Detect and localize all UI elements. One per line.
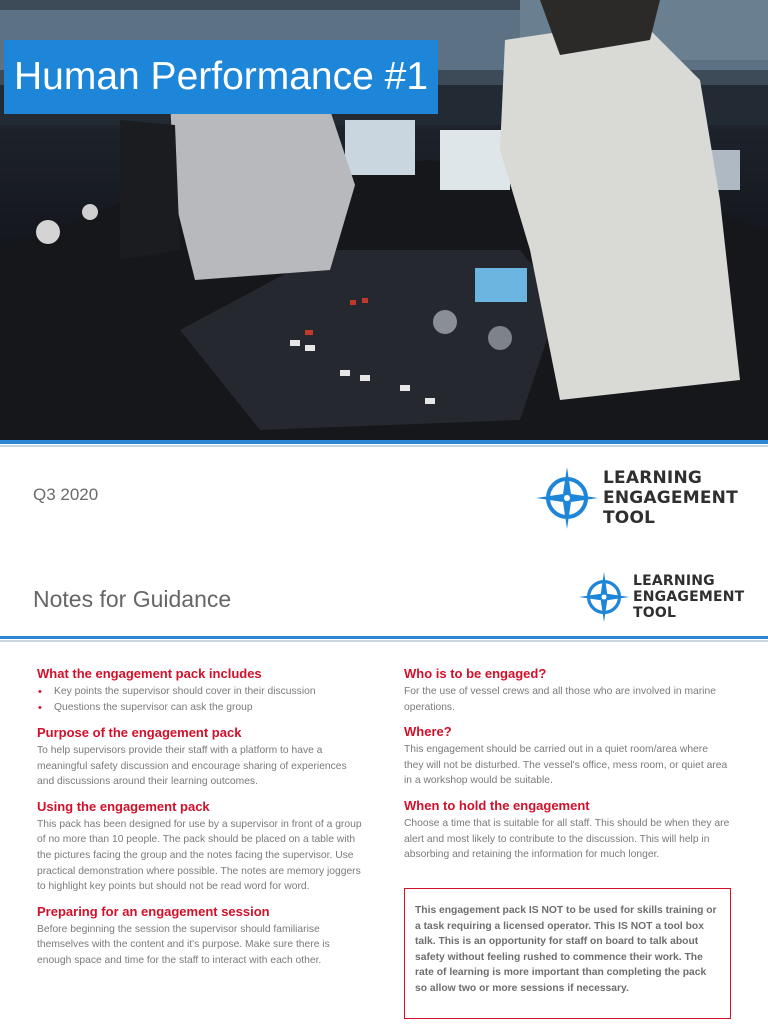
section-heading: Using the engagement pack [37, 798, 210, 814]
right-column [404, 666, 730, 872]
learning-engagement-tool-logo-small [578, 571, 744, 623]
includes-list [37, 684, 363, 716]
bullet-dot-icon: • [38, 686, 42, 698]
preparing-section [37, 904, 363, 969]
list-item: • Key points the supervisor should cover in their discussion [38, 686, 316, 698]
section-heading: When to hold the engagement [404, 797, 590, 813]
compass-logo-icon [535, 466, 599, 530]
page-title: Human Performance #1 [4, 40, 438, 114]
compass-logo-icon [578, 571, 630, 623]
section-heading: What the engagement pack includes [37, 666, 262, 681]
learning-engagement-tool-logo [535, 466, 738, 530]
section-heading: Who is to be engaged? [404, 666, 547, 681]
who-section [404, 666, 730, 715]
guidance-divider-shadow [0, 640, 768, 642]
bullet-dot-icon: • [38, 702, 42, 714]
section-heading: Where? [404, 724, 452, 740]
logo-wordmark: LEARNING ENGAGEMENT TOOL [603, 468, 738, 528]
section-heading: Purpose of the engagement pack [37, 725, 242, 740]
section-body: To help supervisors provide their staff with a platform to have a meaningful safety discussion and encourage sharing of experiences and discussions around their learning outcomes. [37, 745, 347, 788]
where-section [404, 724, 730, 789]
list-item: • Questions the supervisor can ask the group [38, 702, 253, 714]
section-body: This engagement should be carried out in a quiet room/area where they will not be disturbed. The vessel's office, mess room, or quiet area in a workshop would be suitable. [404, 744, 728, 787]
left-column [37, 666, 363, 978]
purpose-section [37, 725, 363, 790]
guidance-divider [0, 636, 768, 639]
hero-divider-shadow [0, 445, 768, 447]
logo-wordmark: LEARNING ENGAGEMENT TOOL [633, 573, 745, 621]
section-body: Choose a time that is suitable for all staff. This should be when they are alert and most likely to contribute to the discussion. This will help in absorbing and retaining the information for much longer. [404, 817, 730, 861]
section-heading: Preparing for an engagement session [37, 903, 270, 919]
when-section [404, 798, 730, 863]
section-body: This pack has been designed for use by a supervisor in front of a group of no more than 10 people. The pack should be placed on a table with the pictures facing the group and the notes facing the supervisor. Use practical demonstration where possible. The notes are memory joggers to highlight key points but should not be read word for word. [37, 818, 362, 893]
quarter-label: Q3 2020 [33, 485, 99, 504]
guidance-heading: Notes for Guidance [33, 586, 232, 612]
section-body: Before beginning the session the supervisor should familiarise themselves with the content and it's purpose. Make sure there is enough space and time for the staff to interact with each other. [37, 923, 330, 966]
hero-divider [0, 440, 768, 444]
includes-section [37, 666, 363, 716]
notice-box [404, 888, 731, 1019]
hero-photo [0, 0, 768, 442]
using-section [37, 799, 363, 895]
notice-text: This engagement pack IS NOT to be used for skills training or a task requiring a licensed operator. This IS NOT a tool box talk. This is an opportunity for staff on board to talk about safety without feeling rushed to commence their work. The rate of learning is more important than completing the pack so allow two or more sessions if necessary. [415, 905, 717, 994]
section-body: For the use of vessel crews and all those who are involved in marine operations. [404, 686, 716, 713]
